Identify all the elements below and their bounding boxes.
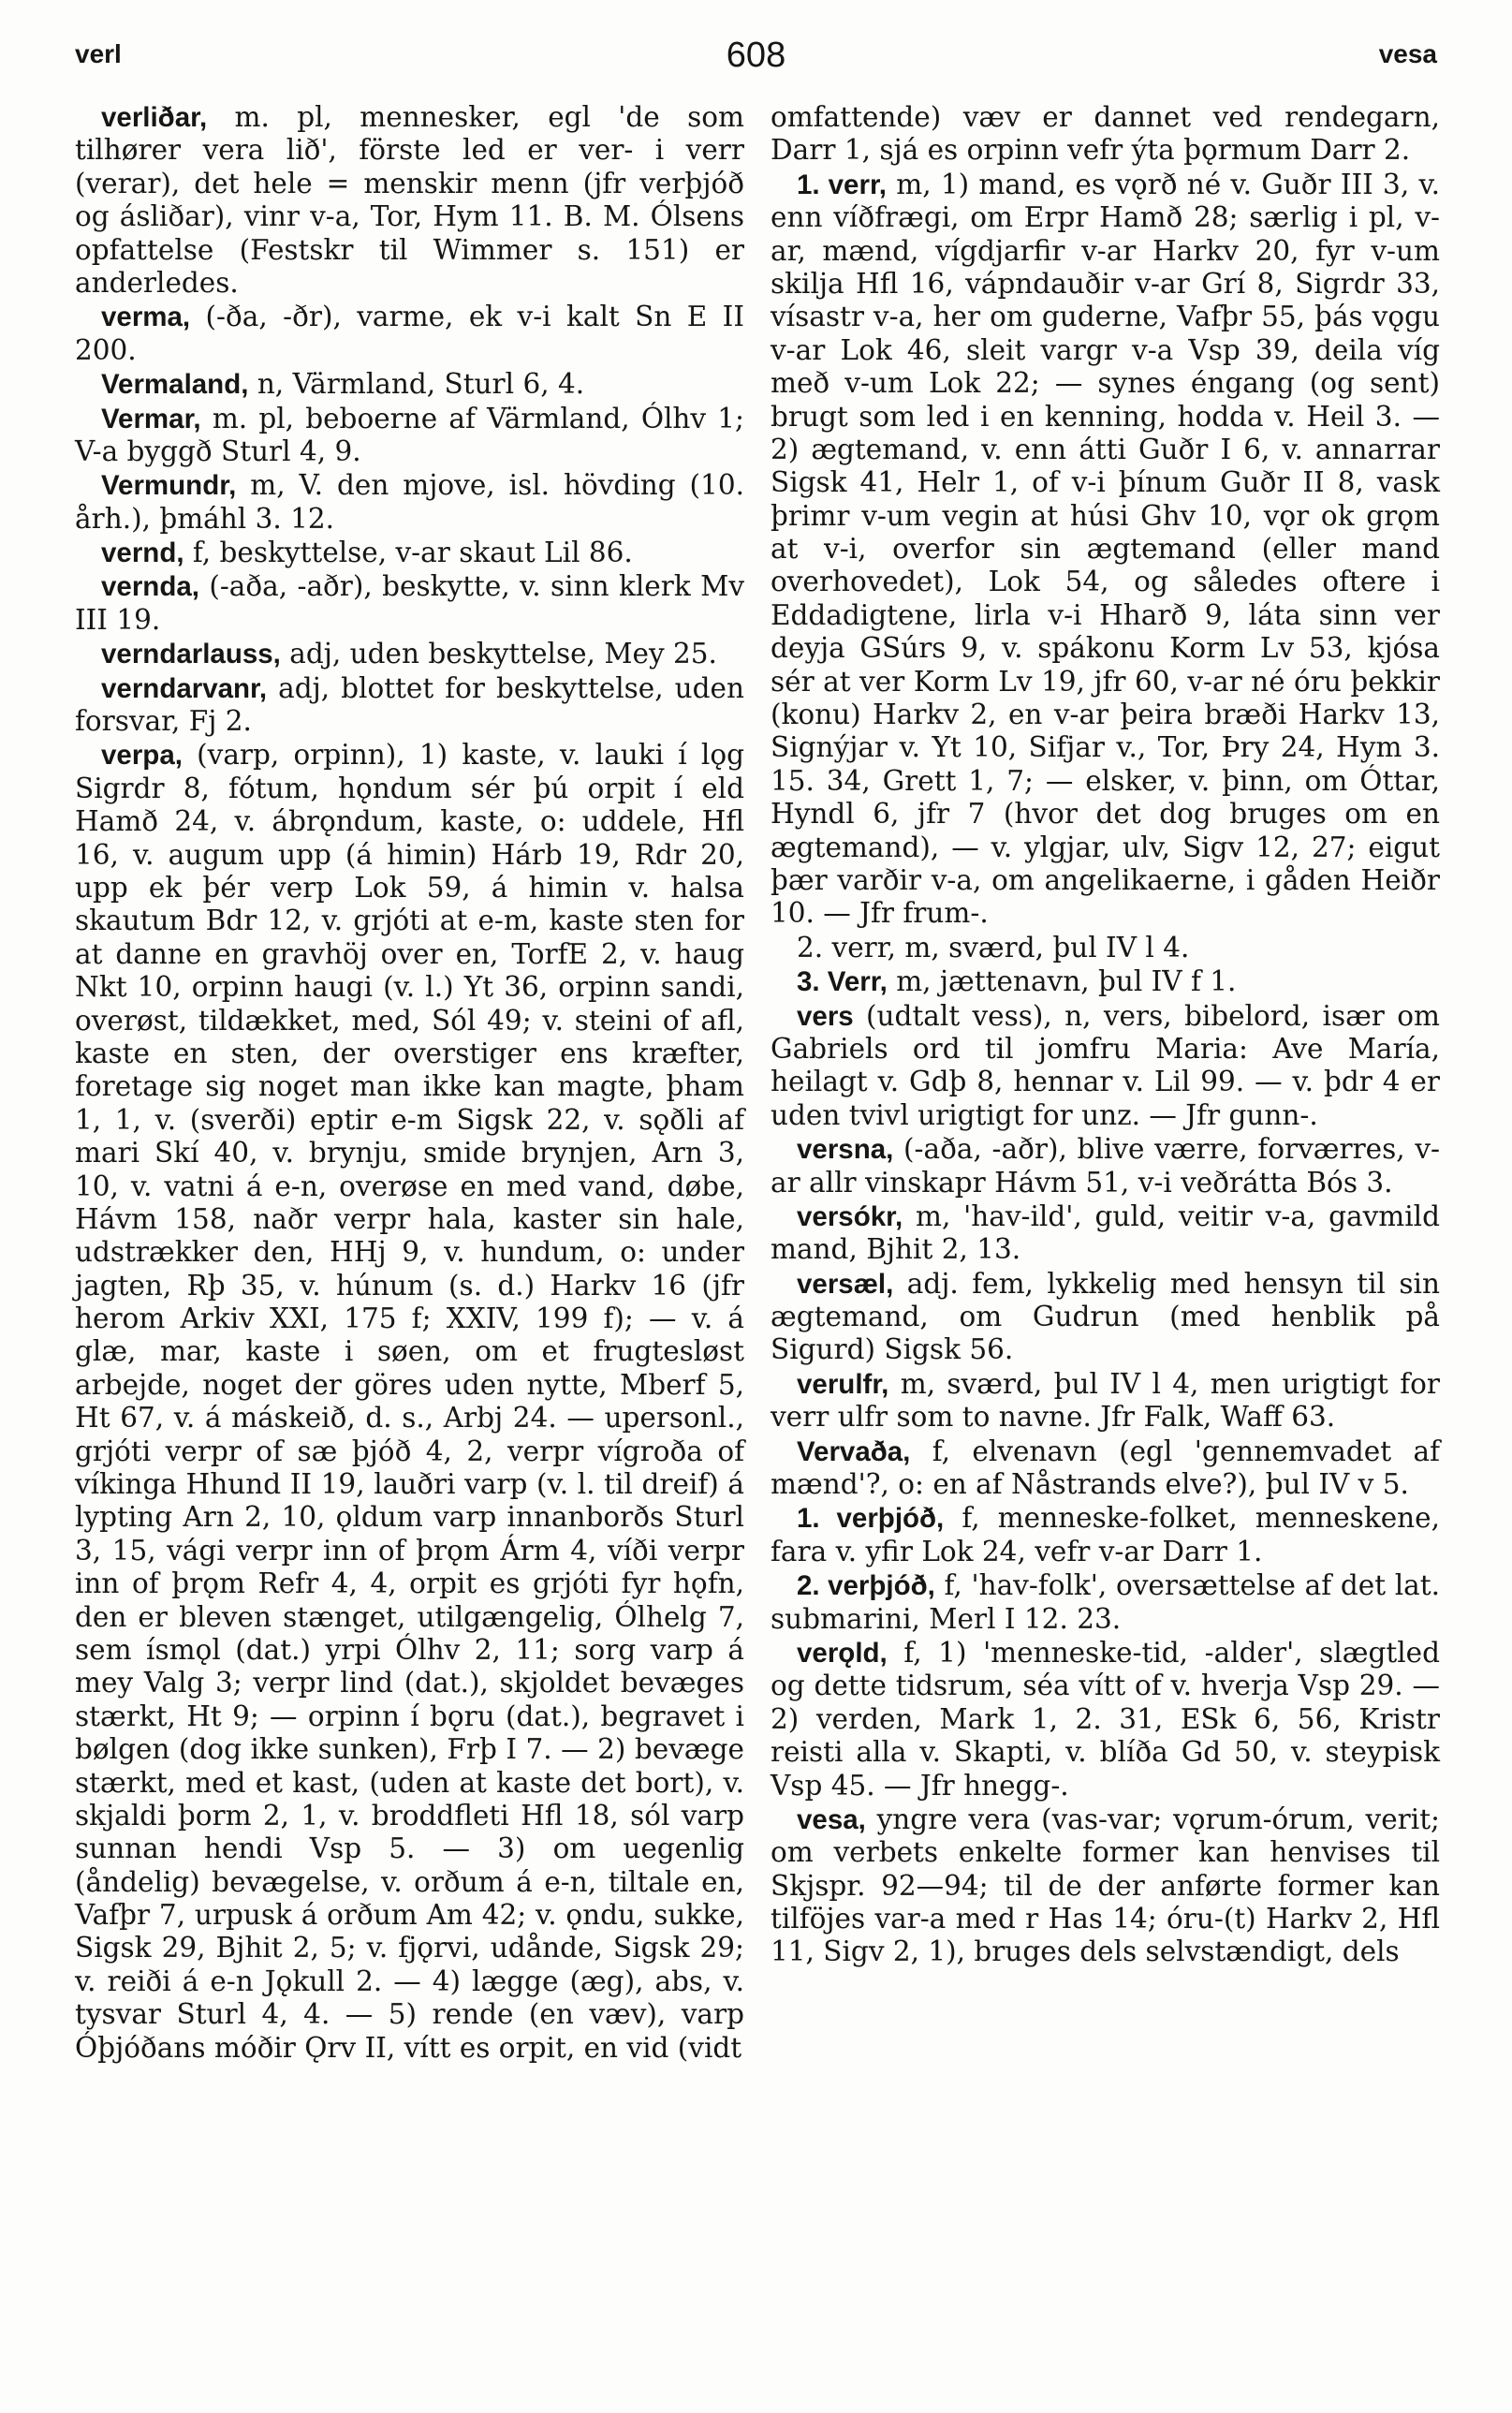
entry-headword: verulfr,: [797, 1368, 889, 1400]
entry-headword: verndarvanr,: [101, 672, 268, 704]
entry-definition: m. pl, mennesker, egl 'de som tilhører vera lið', förste led er ver- i verr (verar), det hele = menskir menn (jfr verþjóð og ásliðar), vinr v-a, Tor, Hym 11. B. M. Ólsens opfattelse (Festskr til Wimmer s. 151) er anderledes.: [75, 101, 744, 299]
entry-definition: 2. verr, m, sværd, þul IV l 4.: [797, 931, 1190, 964]
entry-headword: versæl,: [797, 1268, 894, 1300]
dictionary-entry: [771, 1569, 1440, 1636]
entry-definition: m, sværd, þul IV l 4, men urigtigt for verr ulfr som to navne. Jfr Falk, Waff 63.: [771, 1367, 1440, 1434]
entry-definition: f, elvenavn (egl 'gennemvadet af mænd'?, o: en af Nåstrands elve?), þul IV v 5.: [771, 1435, 1440, 1501]
entry-definition: yngre vera (vas-var; vǫrum-órum, verit; om verbets enkelte former kan henvises til Skjspr. 92—94; til de der anførte former kan tilföjes var-a med r Has 14; óru-(t) Harkv 2, Hfl 11, Sigv 2, 1), bruges dels selvstændigt, dels: [771, 1802, 1440, 1968]
dictionary-entry: [771, 965, 1440, 998]
entry-definition: f, 'hav-folk', oversættelse af det lat. submarini, Merl I 12. 23.: [771, 1569, 1440, 1635]
entry-headword: vernd,: [101, 537, 184, 569]
dictionary-entry: [75, 301, 744, 367]
dictionary-entry: [771, 101, 1440, 168]
dictionary-entry: [75, 101, 744, 300]
entry-headword: versna,: [797, 1134, 894, 1166]
dictionary-entry: [771, 1200, 1440, 1267]
dictionary-entry: [771, 169, 1440, 931]
entry-headword: 3. Verr,: [797, 966, 888, 998]
entry-definition: (-aða, -aðr), blive værre, forværres, v-ar allr vinskapr Hávm 51, v-i veðrátta Bós 3.: [771, 1133, 1440, 1199]
entry-definition: (varp, orpinn), 1) kaste, v. lauki í lǫg Sigrdr 8, fótum, hǫndum sér þú orpit í eld Hamð 24, v. ábrǫndum, kaste, o: uddele, Hfl 16, v. augum upp (á himin) Hárb 19, Rdr 20, upp ek þér verp Lok 59, á himin v. halsa skautum Bdr 12, v. grjóti at e-m, kaste sten for at danne en gravhöj over en, TorfE 2, v. haug Nkt 10, orpinn haugi (v. l.) Yt 36, orpinn sandi, overøst, tildækket, med, Sól 49; v. steini of afl, kaste en sten, der overstiger ens kræfter, foretage sig noget man ikke kan magte, þham 1, 1, v. (sverði) eptir e-m Sigsk 22, v. sǫðli af mari Skí 40, v. brynju, smide brynjen, Arn 3, 10, v. vatni á e-n, overøse en med vand, døbe, Hávm 158, naðr verpr hala, kaster sin hale, udstrækker den, HHj 9, v. hundum, o: under jagten, Rþ 35, v. húnum (s. d.) Harkv 16 (jfr herom Arkiv XXI, 175 f; XXIV, 199 f); — v. á glæ, mar, kaste i søen, om et frugtesløst arbejde, noget der göres uden nytte, Mberf 5, Ht 67, v. á máskeið, d. s., Arbj 24. — upersonl., grjóti verpr of sæ þjóð 4, 2, verpr vígroða of víkinga Hhund II 19, lauðri varp (v. l. til dreif) á lypting Arn 2, 10, ǫldum varp innanborðs Sturl 3, 15, vági verpr inn of þrǫm Árm 4, víði verpr inn of þrǫm Refr 4, 4, orpit es grjóti fyr hǫfn, den er bleven stænget, utilgængelig, Ólhelg 7, sem ísmǫl (dat.) yrpi Ólhv 2, 11; sorg varp á mey Valg 3; verpr lind (dat.), skjoldet bevæges stærkt, Ht 9; — orpinn í bǫru (dat.), begravet i bølgen (dog ikke sunken), Frþ I 7. — 2) bevæge stærkt, med et kast, (uden at kaste det bort), v. skjaldi þorm 2, 1, v. broddfleti Hfl 18, sól varp sunnan hendi Vsp 5. — 3) om uegenlig (åndelig) bevægelse, v. orðum á e-n, tiltale en, Vafþr 7, urpusk á orðum Am 42; v. ǫndu, sukke, Sigsk 29, Bjhit 2, 5; v. fjǫrvi, udånde, Sigsk 29; v. reiði á e-n Jǫkull 2. — 4) lægge (æg), abs, v. tysvar Sturl 4, 4. — 5) rende (en væv), varp Óþjóðans móðir Ǫrv II, vítt es orpit, en vid (vidt: [75, 739, 744, 2064]
dictionary-entry: [771, 1368, 1440, 1435]
entry-definition: adj, blottet for beskyttelse, uden forsvar, Fj 2.: [75, 671, 744, 738]
entry-headword: verndarlauss,: [101, 639, 281, 670]
dictionary-entry: [771, 1435, 1440, 1502]
entry-headword: verǫld,: [797, 1637, 888, 1669]
dictionary-entry: [75, 739, 744, 2065]
entry-definition: adj, uden beskyttelse, Mey 25.: [289, 638, 717, 670]
entry-definition: omfattende) væv er dannet ved rendegarn, Darr 1, sjá es orpinn vefr ýta þǫrmum Darr 2.: [771, 101, 1440, 167]
entry-headword: versókr,: [797, 1200, 903, 1232]
dictionary-entry: [771, 1502, 1440, 1568]
entry-headword: 1. verþjóð,: [797, 1503, 945, 1535]
entry-definition: m, jættenavn, þul IV f 1.: [896, 965, 1237, 998]
page-header: [75, 36, 1437, 86]
entry-headword: vesa,: [797, 1803, 866, 1835]
entry-definition: m. pl, beboerne af Värmland, Ólhv 1; V-a byggð Sturl 4, 9.: [75, 402, 744, 467]
dictionary-entry: [771, 1637, 1440, 1802]
entry-definition: f, 1) 'menneske-tid, -alder', slægtled og dette tidsrum, séa vítt of v. hverja Vsp 29. — 2) verden, Mark 1, 2. 31, ESk 6, 56, Kristr reisti alla v. Skapti, v. blíða Gd 50, v. steypisk Vsp 45. — Jfr hnegg-.: [771, 1636, 1440, 1802]
left-column: [75, 101, 744, 2066]
entry-definition: m, 'hav-ild', guld, veitir v-a, gavmild mand, Bjhit 2, 13.: [771, 1199, 1440, 1266]
entry-headword: Vervaða,: [797, 1435, 911, 1467]
entry-headword: Vermundr,: [101, 470, 237, 502]
entry-headword: vers: [797, 1000, 854, 1032]
dictionary-entry: [771, 932, 1440, 964]
dictionary-entry: [75, 570, 744, 637]
entry-headword: verpa,: [101, 740, 183, 772]
running-head-first-word: verl: [75, 39, 122, 68]
dictionary-entry: [771, 1000, 1440, 1133]
right-column: [771, 101, 1440, 1970]
dictionary-entry: [75, 638, 744, 670]
entry-definition: f, menneske-folket, menneskene, fara v. yfir Lok 24, vefr v-ar Darr 1.: [771, 1502, 1440, 1567]
page-number: 608: [726, 36, 786, 75]
entry-headword: 2. verþjóð,: [797, 1570, 935, 1602]
running-head-last-word: vesa: [1378, 39, 1437, 68]
entry-definition: m, V. den mjove, isl. hövding (10. årh.), þmáhl 3. 12.: [75, 469, 744, 535]
entry-definition: (-ða, -ðr), varme, ek v-i kalt Sn E II 200.: [75, 301, 744, 366]
entry-definition: (-aða, -aðr), beskytte, v. sinn klerk Mv III 19.: [75, 570, 744, 636]
dictionary-entry: [771, 1268, 1440, 1367]
entry-headword: vernda,: [101, 571, 199, 603]
entry-headword: Vermar,: [101, 403, 201, 434]
entry-definition: n, Värmland, Sturl 6, 4.: [257, 368, 585, 401]
dictionary-entry: [75, 368, 744, 401]
entry-headword: verliðar,: [101, 102, 208, 133]
entry-headword: verma,: [101, 302, 191, 333]
dictionary-entry: [75, 403, 744, 469]
entry-definition: m, 1) mand, es vǫrð né v. Guðr III 3, v. enn víðfrægi, om Erpr Hamð 28; særlig i pl, v-ar, mænd, vígdjarfir v-ar Harkv 20, fyr v-um skilja Hfl 16, vápndauðir v-ar Grí 8, Sigrdr 33, vísastr v-a, her om guderne, Vafþr 55, þás vǫgu v-ar Lok 46, sleit vargr v-a Vsp 39, deila víg með v-um Lok 22; — synes éngang (og sent) brugt som led i en kenning, hodda v. Heil 3. — 2) ægtemand, v. enn átti Guðr I 6, v. annarrar Sigsk 41, Helr 1, of v-i þínum Guðr II 8, vask þrimr v-um vegin at húsi Ghv 10, vǫr ok grǫm at v-i, overfor sin ægtemand (eller mand overhovedet), Lok 54, og således oftere i Eddadigtene, lirla v-i Hharð 9, láta sinn ver deyja GSúrs 9, v. spákonu Korm Lv 53, kjósa sér at ver Korm Lv 19, jfr 60, v-ar né óru þekkir (konu) Harkv 2, en v-ar þeira bræði Harkv 13, Signýjar v. Yt 10, Sifjar v., Tor, Þry 24, Hym 3. 15. 34, Grett 1, 7; — elsker, v. þinn, om Óttar, Hyndl 6, jfr 7 (hvor det dog bruges om en ægtemand), — v. ylgjar, ulv, Sigv 12, 27; eigut þær varðir v-a, om angelikaerne, i gåden Heiðr 10. — Jfr frum-.: [771, 168, 1440, 930]
dictionary-entry: [75, 469, 744, 536]
dictionary-entry: [75, 537, 744, 569]
dictionary-entry: [771, 1803, 1440, 1969]
entry-definition: f, beskyttelse, v-ar skaut Lil 86.: [192, 537, 633, 569]
dictionary-entry: [75, 672, 744, 739]
entry-headword: Vermaland,: [101, 369, 249, 401]
entry-headword: 1. verr,: [797, 169, 887, 200]
entry-definition: adj. fem, lykkelig med hensyn til sin ægtemand, om Gudrun (med henblik på Sigurd) Sigsk 56.: [771, 1267, 1440, 1366]
dictionary-entry: [771, 1133, 1440, 1199]
entry-definition: (udtalt vess), n, vers, bibelord, især om Gabriels ord til jomfru Maria: Ave María, heilagt v. Gdþ 8, hennar v. Lil 99. — v. þdr 4 er uden tvivl urigtigt for unz. — Jfr gunn-.: [771, 999, 1440, 1131]
